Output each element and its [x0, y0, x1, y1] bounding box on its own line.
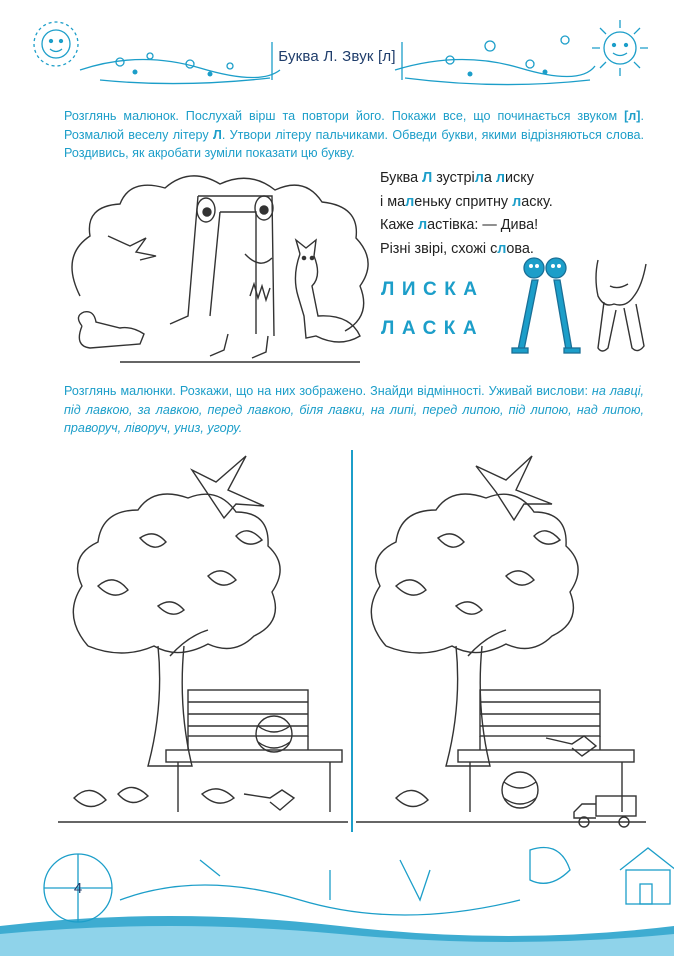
poem-fragment: астівка: — Дива!	[427, 217, 539, 233]
instruction-2	[64, 382, 644, 438]
page-header	[0, 0, 674, 90]
instruction-2-phrases: на лавці, під лавкою, за лавкою, перед лавкою, біля лавки, на липі, перед липою, під липою, над липою, праворуч, ліворуч, униз, угору.	[64, 384, 644, 436]
poem-fragment: а	[483, 170, 496, 186]
swallow-icon	[192, 456, 264, 518]
poem-fragment-highlight: л	[418, 217, 428, 233]
poem-fragment-highlight: л	[512, 193, 522, 210]
poem-fragment-highlight: л	[405, 193, 415, 210]
house-icon	[620, 848, 674, 904]
finger-letter-hand-icon	[584, 256, 656, 356]
poem-line	[380, 191, 660, 215]
poem-line	[380, 167, 660, 191]
poem-fragment: иску	[505, 170, 534, 186]
poem-fragment: аску.	[521, 193, 553, 210]
instruction-1-part3: . Утвори літеру пальчиками. Обведи букви, якими відрізняються слова. Роздивись, як акробати зуміли показати цю букву.	[64, 127, 644, 161]
word-laska: ЛАСКА	[381, 318, 485, 339]
pictures-divider	[351, 450, 353, 832]
acrobats-letter-icon	[508, 254, 584, 358]
poem-fragment-highlight: л	[497, 240, 507, 257]
instruction-1-letter: Л	[212, 127, 222, 142]
instruction-2-part1: Розглянь малюнки. Розкажи, що на них зображено. Знайди відмінності. Уживай вислови:	[64, 384, 592, 398]
poem-fragment-highlight: л	[495, 170, 506, 186]
page-number: 4	[73, 880, 83, 897]
ball-icon	[256, 716, 292, 752]
right-difference-picture	[356, 446, 646, 836]
poem-fragment: еньку спритну	[414, 193, 513, 210]
ball-icon	[502, 772, 538, 808]
instruction-1-sound: [л]	[624, 109, 641, 123]
left-difference-picture	[58, 446, 348, 836]
poem-line	[380, 214, 660, 238]
poem-fragment-highlight: Л	[422, 170, 433, 186]
poem-fragment: і ма	[380, 193, 406, 210]
swallow-icon	[476, 456, 552, 520]
poem	[380, 167, 660, 261]
toy-shovel-icon	[244, 790, 294, 810]
poem-fragment: зустрі	[432, 170, 475, 186]
poem-fragment: Каже	[380, 217, 419, 233]
letter-l-character-illustration	[60, 166, 378, 376]
instruction-1	[64, 107, 644, 163]
toy-shovel-icon	[546, 736, 596, 756]
poem-fragment-highlight: л	[474, 170, 484, 186]
poem-fragment: Різні звірі, схожі с	[380, 240, 498, 257]
footer-ornament	[0, 830, 674, 956]
instruction-1-part2: . Розмалюй веселу літеру	[64, 109, 644, 142]
poem-fragment: ова.	[506, 240, 534, 257]
header-ornament	[0, 0, 674, 90]
instruction-1-part1: Розглянь малюнок. Послухай вірш та повтори його. Покажи все, що починається звуком	[64, 109, 625, 123]
poem-fragment: Буква	[380, 170, 423, 186]
page-title: Буква Л. Звук [л]	[278, 48, 396, 65]
word-liska: ЛИСКА	[381, 279, 485, 300]
